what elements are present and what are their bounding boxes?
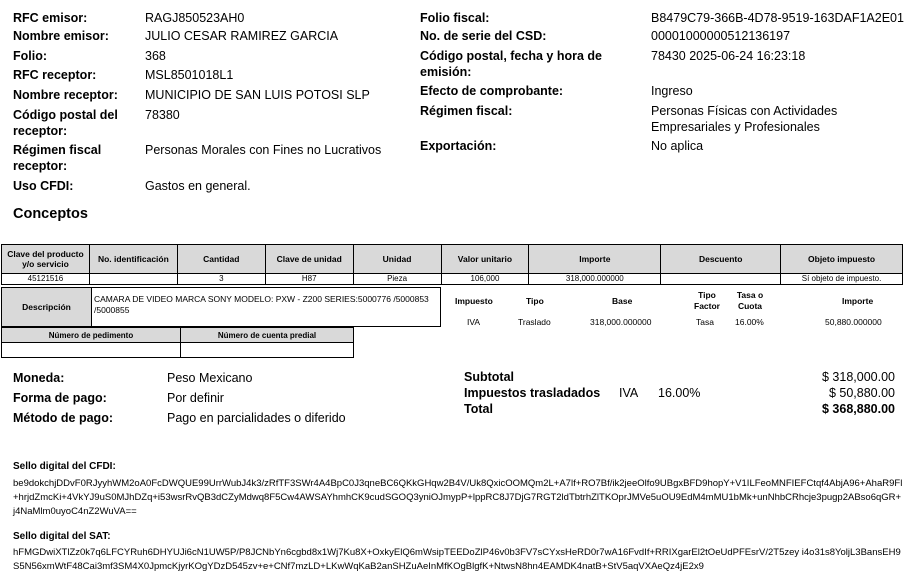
serie-csd-label: No. de serie del CSD: <box>420 29 547 43</box>
folio-value: 368 <box>145 49 166 63</box>
moneda-value: Peso Mexicano <box>167 371 253 385</box>
descripcion-value: CAMARA DE VIDEO MARCA SONY MODELO: PXW - Z200 SERIES:5000776 /5000853 /5000855 <box>94 294 429 315</box>
imp-header-tipo-factor: Tipo Factor <box>694 290 720 311</box>
cell-valor-unitario: 106,000 <box>441 274 529 285</box>
col-importe: Importe <box>529 245 661 274</box>
nombre-receptor-label: Nombre receptor: <box>13 88 118 102</box>
pedimento-row <box>2 343 354 358</box>
folio-label: Folio: <box>13 49 48 63</box>
cell-importe: 318,000.000000 <box>529 274 661 285</box>
cp-fecha-label: Código postal, fecha y hora de emisión: <box>420 49 602 79</box>
regimen-fiscal-label: Régimen fiscal: <box>420 104 513 118</box>
total-label: Total <box>464 402 493 416</box>
sello-sat-value: hFMGDwiXTlZz0k7q6LFCYRuh6DHYUJi6cN1UW5P/P8JCNbYn6cgbd8x1Wj7Ku8X+OxkyElQ6mWsipTEEDoZlP46v0b3FV7sCYxsHeRD0r7wA16FvdIf+RRIXgarEl2tOeUdPFEsrV/2T5zey i4o31s8YoljL3BansEH9S5N56xmWtF48Cai3mf3SM4X0JpmcKjyrKOgYDzD545zv+e+CNf7mzLD+LKwWqKaB2anSHZuAeInMfKOgBlgfK+NtwsN8hn4EAMDK4natB+StV5aqVXAeQz4jE2x9 <box>13 547 901 572</box>
nombre-receptor-value: MUNICIPIO DE SAN LUIS POTOSI SLP <box>145 88 370 102</box>
impuestos-value: $ 50,880.00 <box>828 386 895 400</box>
sello-sat-label: Sello digital del SAT: <box>13 531 111 542</box>
cell-cantidad: 3 <box>177 274 265 285</box>
cell-cuenta-predial <box>181 343 354 358</box>
col-valor-unitario: Valor unitario <box>441 245 529 274</box>
forma-pago-value: Por definir <box>167 391 224 405</box>
conceptos-table <box>1 244 903 285</box>
rfc-emisor-label: RFC emisor: <box>13 11 88 25</box>
exportacion-label: Exportación: <box>420 139 497 153</box>
cp-receptor-value: 78380 <box>145 108 180 122</box>
subtotal-value: $ 318,000.00 <box>822 370 895 384</box>
cell-clave-producto: 45121516 <box>2 274 90 285</box>
imp-header-tipo: Tipo <box>526 296 544 306</box>
imp-header-impuesto: Impuesto <box>455 296 493 306</box>
col-unidad: Unidad <box>353 245 441 274</box>
imp-cell-importe: 50,880.000000 <box>825 317 882 327</box>
efecto-value: Ingreso <box>651 84 693 98</box>
nombre-emisor-label: Nombre emisor: <box>13 29 109 43</box>
imp-header-base: Base <box>612 296 633 306</box>
sello-cfdi-value: be9dokchjDDvF0RJyyhWM2oA0FcDWQUE99UrrWubJ4k3/zRfTF3SWr4A4BpC0J3qneBC6QKkGHqw2B4V/Uk8QxicOOMQm2L+A7lf+RO7Bf/ik2jeeOlfo9UBgxBFD9hopY+V1ILFeoMNFIEFCtqf4AbjA96+AhaR9Fl+hrjdZmcKi+4VkYJ9uS0MJhDZq+i53wsrRvQB3dCZyMdwq8F5Cw4AWSAYhmhCK9cudSGOQ3yniOJmypP+lppRC8J7DjG7RGT2ldTbtrhZlTKOprJMVe5uOU9EdM4mMU1bMk+unNhbCRhcje3pugp2ABso6qGR+j4NaMlm0uyoC4nZ2WuVA== <box>13 478 903 517</box>
imp-header-tasa: Tasa o Cuota <box>736 290 764 311</box>
pedimento-header-row <box>2 328 354 343</box>
imp-cell-tasa: 16.00% <box>735 317 764 327</box>
impuestos-tipo: IVA <box>619 386 639 400</box>
folio-fiscal-label: Folio fiscal: <box>420 11 490 25</box>
cp-fecha-value: 78430 2025-06-24 16:23:18 <box>651 49 806 63</box>
impuestos-tasa: 16.00% <box>658 386 701 400</box>
col-no-identificacion: No. identificación <box>89 245 177 274</box>
regimen-fiscal-value: Personas Físicas con Actividades Empresariales y Profesionales <box>651 104 838 134</box>
col-clave-unidad: Clave de unidad <box>265 245 353 274</box>
imp-cell-impuesto: IVA <box>467 317 481 327</box>
imp-cell-tipo: Traslado <box>518 317 551 327</box>
cell-clave-unidad: H87 <box>265 274 353 285</box>
descripcion-block <box>1 287 441 327</box>
metodo-pago-value: Pago en parcialidades o diferido <box>167 411 346 425</box>
total-value: $ 368,880.00 <box>822 402 895 416</box>
cell-no-identificacion <box>89 274 177 285</box>
conceptos-header-row <box>2 245 903 274</box>
uso-cfdi-value: Gastos en general. <box>145 179 251 193</box>
cell-objeto-impuesto: Sí objeto de impuesto. <box>781 274 903 285</box>
metodo-pago-label: Método de pago: <box>13 411 113 425</box>
cell-descuento <box>661 274 781 285</box>
moneda-label: Moneda: <box>13 371 65 385</box>
conceptos-title: Conceptos <box>13 206 88 222</box>
exportacion-value: No aplica <box>651 139 704 153</box>
nombre-emisor-value: JULIO CESAR RAMIREZ GARCIA <box>145 29 339 43</box>
uso-cfdi-label: Uso CFDI: <box>13 179 74 193</box>
col-numero-pedimento: Número de pedimento <box>2 328 181 343</box>
sello-cfdi-label: Sello digital del CFDI: <box>13 461 116 472</box>
regimen-receptor-value: Personas Morales con Fines no Lucrativos <box>145 143 382 157</box>
col-cuenta-predial: Número de cuenta predial <box>181 328 354 343</box>
serie-csd-value: 00001000000512136197 <box>651 29 791 43</box>
col-objeto-impuesto: Objeto impuesto <box>781 245 903 274</box>
col-descuento: Descuento <box>661 245 781 274</box>
efecto-label: Efecto de comprobante: <box>420 84 564 98</box>
impuestos-trasladados-label: Impuestos trasladados <box>464 386 601 400</box>
rfc-receptor-value: MSL8501018L1 <box>145 68 234 82</box>
cp-receptor-label: Código postal del receptor: <box>13 108 118 138</box>
regimen-receptor-label: Régimen fiscal receptor: <box>13 143 102 173</box>
imp-cell-tipo-factor: Tasa <box>696 317 714 327</box>
subtotal-label: Subtotal <box>464 370 514 384</box>
cell-unidad: Pieza <box>353 274 441 285</box>
table-row <box>2 274 903 285</box>
imp-header-importe: Importe <box>842 296 874 306</box>
rfc-emisor-value: RAGJ850523AH0 <box>145 11 245 25</box>
col-cantidad: Cantidad <box>177 245 265 274</box>
cell-numero-pedimento <box>2 343 181 358</box>
forma-pago-label: Forma de pago: <box>13 391 107 405</box>
folio-fiscal-value: B8479C79-366B-4D78-9519-163DAF1A2E01 <box>651 11 904 25</box>
pedimento-table <box>1 327 354 358</box>
imp-cell-base: 318,000.000000 <box>590 317 652 327</box>
descripcion-label: Descripción <box>2 288 92 326</box>
rfc-receptor-label: RFC receptor: <box>13 68 97 82</box>
col-clave-producto: Clave del producto y/o servicio <box>2 245 90 274</box>
